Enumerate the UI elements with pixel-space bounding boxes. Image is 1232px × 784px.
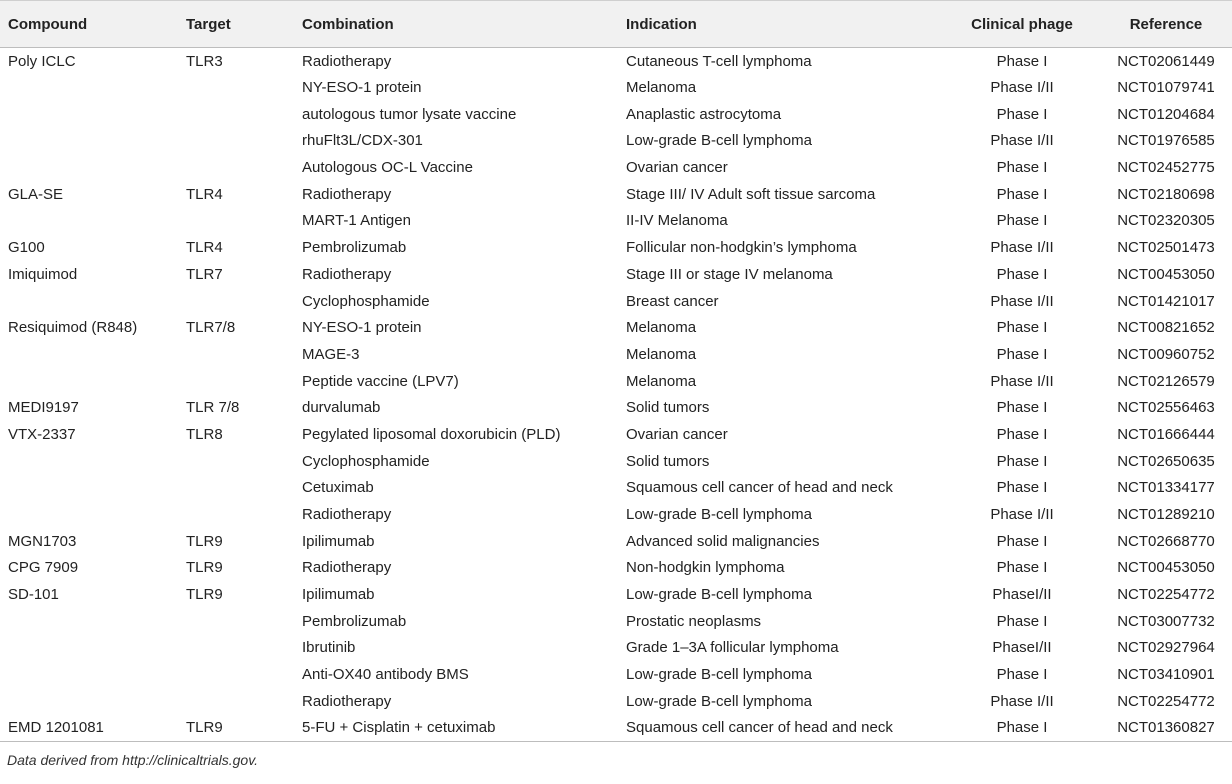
- cell-reference: NCT01666444: [1117, 425, 1215, 443]
- cell-target: [178, 101, 294, 128]
- cell-clinical-phase: Phase I: [996, 159, 1048, 177]
- cell-clinical-phase: Phase I: [944, 715, 1100, 742]
- cell-target: [178, 128, 294, 155]
- cell-combination: Radiotherapy: [302, 265, 392, 283]
- cell-compound: SD-101: [8, 586, 59, 604]
- cell-target: TLR9: [186, 586, 223, 604]
- cell-target: [178, 661, 294, 688]
- cell-target: [178, 154, 294, 181]
- cell-target: [178, 368, 294, 395]
- cell-reference: NCT02556463: [1117, 399, 1215, 417]
- table-header: [0, 1, 1232, 48]
- cell-combination: MART-1 Antigen: [302, 212, 411, 230]
- cell-combination: Ipilimumab: [302, 586, 375, 604]
- cell-clinical-phase: PhaseI/II: [992, 639, 1052, 657]
- cell-target: [178, 608, 294, 635]
- cell-combination: Autologous OC-L Vaccine: [302, 159, 473, 177]
- cell-target: TLR9: [178, 715, 294, 742]
- cell-clinical-phase: Phase I: [996, 666, 1048, 684]
- cell-indication: Non-hodgkin lymphoma: [626, 559, 785, 577]
- cell-combination: MAGE-3: [302, 345, 360, 363]
- cell-clinical-phase: Phase I: [996, 319, 1048, 337]
- cell-indication: Low-grade B-cell lymphoma: [626, 132, 812, 150]
- table-row: [0, 475, 1232, 502]
- table-row: [0, 341, 1232, 368]
- cell-reference: NCT00960752: [1117, 345, 1215, 363]
- cell-reference: NCT01079741: [1117, 79, 1215, 97]
- table-footnote: Data derived from http://clinicaltrials.gov.: [7, 751, 259, 768]
- cell-clinical-phase: Phase I: [996, 559, 1048, 577]
- cell-combination: rhuFlt3L/CDX-301: [302, 132, 423, 150]
- cell-target: [178, 74, 294, 101]
- table-row: [0, 234, 1232, 261]
- table-row: [0, 101, 1232, 128]
- table-row: [0, 48, 1232, 75]
- cell-combination: Radiotherapy: [302, 52, 392, 70]
- cell-compound: [0, 74, 178, 101]
- cell-reference: NCT02126579: [1117, 372, 1215, 390]
- cell-clinical-phase: Phase I/II: [990, 372, 1054, 390]
- cell-indication: Prostatic neoplasms: [626, 612, 762, 630]
- header-indication: Indication: [626, 15, 697, 33]
- cell-indication: Low-grade B-cell lymphoma: [626, 692, 812, 710]
- cell-compound: EMD 1201081: [0, 715, 178, 742]
- cell-reference: NCT02320305: [1117, 212, 1215, 230]
- cell-indication: Solid tumors: [626, 399, 710, 417]
- cell-compound: [0, 288, 178, 315]
- cell-clinical-phase: Phase I: [996, 532, 1048, 550]
- cell-combination: 5-FU + Cisplatin + cetuximab: [294, 715, 618, 742]
- cell-clinical-phase: Phase I: [996, 345, 1048, 363]
- cell-clinical-phase: Phase I: [996, 479, 1048, 497]
- cell-indication: Squamous cell cancer of head and neck: [626, 479, 893, 497]
- header-combination: Combination: [302, 15, 394, 33]
- cell-clinical-phase: Phase I: [996, 399, 1048, 417]
- table-row: [0, 448, 1232, 475]
- cell-indication: Melanoma: [626, 319, 697, 337]
- cell-compound: CPG 7909: [8, 559, 79, 577]
- table-row: [0, 688, 1232, 715]
- cell-reference: NCT02501473: [1117, 239, 1215, 257]
- cell-compound: [0, 635, 178, 662]
- cell-clinical-phase: Phase I/II: [990, 132, 1054, 150]
- table-row: [0, 261, 1232, 288]
- cell-reference: NCT01976585: [1117, 132, 1215, 150]
- table-row: [0, 528, 1232, 555]
- cell-combination: Anti-OX40 antibody BMS: [302, 666, 469, 684]
- cell-compound: [0, 448, 178, 475]
- cell-clinical-phase: Phase I/II: [990, 506, 1054, 524]
- cell-clinical-phase: Phase I: [996, 452, 1048, 470]
- cell-indication: Ovarian cancer: [626, 159, 728, 177]
- cell-indication: Ovarian cancer: [626, 425, 728, 443]
- cell-compound: [0, 688, 178, 715]
- cell-target: [178, 688, 294, 715]
- table-row: [0, 501, 1232, 528]
- cell-target: TLR9: [186, 532, 223, 550]
- cell-target: [178, 501, 294, 528]
- cell-reference: NCT02180698: [1117, 185, 1215, 203]
- table-row: [0, 715, 1232, 742]
- cell-combination: Pegylated liposomal doxorubicin (PLD): [302, 425, 561, 443]
- cell-combination: Pembrolizumab: [302, 612, 407, 630]
- cell-target: [178, 448, 294, 475]
- table-row: [0, 314, 1232, 341]
- cell-reference: NCT01204684: [1117, 105, 1215, 123]
- cell-combination: Radiotherapy: [302, 185, 392, 203]
- cell-compound: [0, 341, 178, 368]
- cell-indication: II-IV Melanoma: [626, 212, 728, 230]
- cell-reference: NCT03007732: [1117, 612, 1215, 630]
- cell-indication: Breast cancer: [626, 292, 719, 310]
- cell-target: TLR7/8: [186, 319, 236, 337]
- cell-clinical-phase: Phase I: [996, 52, 1048, 70]
- cell-indication: Follicular non-hodgkin’s lymphoma: [626, 239, 857, 257]
- cell-clinical-phase: Phase I/II: [990, 692, 1054, 710]
- cell-reference: NCT03410901: [1117, 666, 1215, 684]
- cell-compound: G100: [8, 239, 45, 257]
- cell-combination: Radiotherapy: [302, 692, 392, 710]
- cell-indication: Low-grade B-cell lymphoma: [626, 586, 812, 604]
- cell-reference: NCT02927964: [1117, 639, 1215, 657]
- cell-combination: Cetuximab: [302, 479, 374, 497]
- cell-reference: NCT00453050: [1117, 559, 1215, 577]
- cell-clinical-phase: Phase I: [996, 212, 1048, 230]
- cell-reference: NCT01360827: [1100, 715, 1232, 742]
- cell-compound: [0, 661, 178, 688]
- cell-target: TLR4: [186, 239, 223, 257]
- cell-combination: durvalumab: [302, 399, 381, 417]
- cell-combination: NY-ESO-1 protein: [302, 79, 422, 97]
- cell-reference: NCT01289210: [1117, 506, 1215, 524]
- cell-reference: NCT02254772: [1117, 586, 1215, 604]
- cell-target: [178, 475, 294, 502]
- table-row: [0, 421, 1232, 448]
- cell-combination: Peptide vaccine (LPV7): [302, 372, 459, 390]
- cell-compound: [0, 208, 178, 235]
- cell-target: TLR8: [186, 425, 223, 443]
- cell-compound: [0, 475, 178, 502]
- cell-target: [178, 635, 294, 662]
- table-row: [0, 154, 1232, 181]
- table-row: [0, 608, 1232, 635]
- cell-indication: Solid tumors: [626, 452, 710, 470]
- table-row: [0, 581, 1232, 608]
- cell-clinical-phase: Phase I/II: [990, 79, 1054, 97]
- header-reference: Reference: [1129, 15, 1203, 33]
- header-row: [0, 1, 1232, 48]
- cell-combination: Radiotherapy: [302, 506, 392, 524]
- cell-compound: [0, 368, 178, 395]
- cell-combination: Cyclophosphamide: [302, 452, 430, 470]
- cell-compound: Imiquimod: [8, 265, 78, 283]
- cell-indication: Grade 1–3A follicular lymphoma: [626, 639, 839, 657]
- cell-target: TLR 7/8: [186, 399, 240, 417]
- cell-target: TLR9: [186, 559, 223, 577]
- table-row: [0, 128, 1232, 155]
- header-clinical-phase: Clinical phage: [971, 15, 1073, 33]
- table-row: [0, 661, 1232, 688]
- cell-indication: Melanoma: [626, 372, 697, 390]
- table-row: [0, 394, 1232, 421]
- cell-reference: NCT02254772: [1117, 692, 1215, 710]
- cell-indication: Advanced solid malignancies: [626, 532, 820, 550]
- cell-indication: Squamous cell cancer of head and neck: [618, 715, 944, 742]
- cell-reference: NCT01334177: [1117, 479, 1215, 497]
- cell-clinical-phase: Phase I/II: [990, 292, 1054, 310]
- cell-combination: NY-ESO-1 protein: [302, 319, 422, 337]
- cell-reference: NCT01421017: [1117, 292, 1215, 310]
- cell-compound: MGN1703: [8, 532, 77, 550]
- cell-indication: Melanoma: [626, 345, 697, 363]
- cell-clinical-phase: PhaseI/II: [992, 586, 1052, 604]
- table-row: [0, 635, 1232, 662]
- table-row: [0, 288, 1232, 315]
- cell-compound: [0, 154, 178, 181]
- cell-combination: Ipilimumab: [302, 532, 375, 550]
- cell-compound: [0, 501, 178, 528]
- cell-reference: NCT02650635: [1117, 452, 1215, 470]
- table-row: [0, 555, 1232, 582]
- cell-clinical-phase: Phase I: [996, 265, 1048, 283]
- cell-reference: NCT02668770: [1117, 532, 1215, 550]
- cell-clinical-phase: Phase I: [996, 425, 1048, 443]
- cell-target: [178, 208, 294, 235]
- cell-reference: NCT02452775: [1117, 159, 1215, 177]
- cell-target: TLR3: [186, 52, 223, 70]
- cell-indication: Cutaneous T-cell lymphoma: [626, 52, 812, 70]
- cell-clinical-phase: Phase I: [996, 612, 1048, 630]
- cell-compound: VTX-2337: [8, 425, 76, 443]
- cell-reference: NCT00821652: [1117, 319, 1215, 337]
- cell-target: [178, 288, 294, 315]
- cell-reference: NCT00453050: [1117, 265, 1215, 283]
- cell-combination: Pembrolizumab: [302, 239, 407, 257]
- cell-indication: Stage III or stage IV melanoma: [626, 265, 833, 283]
- cell-indication: Low-grade B-cell lymphoma: [626, 666, 812, 684]
- cell-combination: Cyclophosphamide: [302, 292, 430, 310]
- cell-reference: NCT02061449: [1117, 52, 1215, 70]
- cell-compound: [0, 128, 178, 155]
- cell-combination: autologous tumor lysate vaccine: [302, 105, 517, 123]
- cell-combination: Ibrutinib: [302, 639, 356, 657]
- cell-compound: [0, 608, 178, 635]
- cell-indication: Stage III/ IV Adult soft tissue sarcoma: [626, 185, 876, 203]
- header-compound: Compound: [8, 15, 88, 33]
- table-row: [0, 208, 1232, 235]
- cell-indication: Anaplastic astrocytoma: [626, 105, 782, 123]
- cell-target: TLR7: [186, 265, 223, 283]
- cell-target: [178, 341, 294, 368]
- table-row: [0, 368, 1232, 395]
- cell-clinical-phase: Phase I: [996, 185, 1048, 203]
- table-row: [0, 181, 1232, 208]
- cell-clinical-phase: Phase I/II: [990, 239, 1054, 257]
- cell-compound: Resiquimod (R848): [8, 319, 138, 337]
- cell-indication: Melanoma: [626, 79, 697, 97]
- header-target: Target: [186, 15, 231, 33]
- cell-compound: GLA-SE: [8, 185, 64, 203]
- cell-target: TLR4: [186, 185, 223, 203]
- cell-compound: Poly ICLC: [8, 52, 76, 70]
- cell-compound: [0, 101, 178, 128]
- cell-combination: Radiotherapy: [302, 559, 392, 577]
- cell-clinical-phase: Phase I: [996, 105, 1048, 123]
- table-body: [0, 48, 1232, 742]
- cell-compound: MEDI9197: [8, 399, 79, 417]
- cell-indication: Low-grade B-cell lymphoma: [626, 506, 812, 524]
- table-row: [0, 74, 1232, 101]
